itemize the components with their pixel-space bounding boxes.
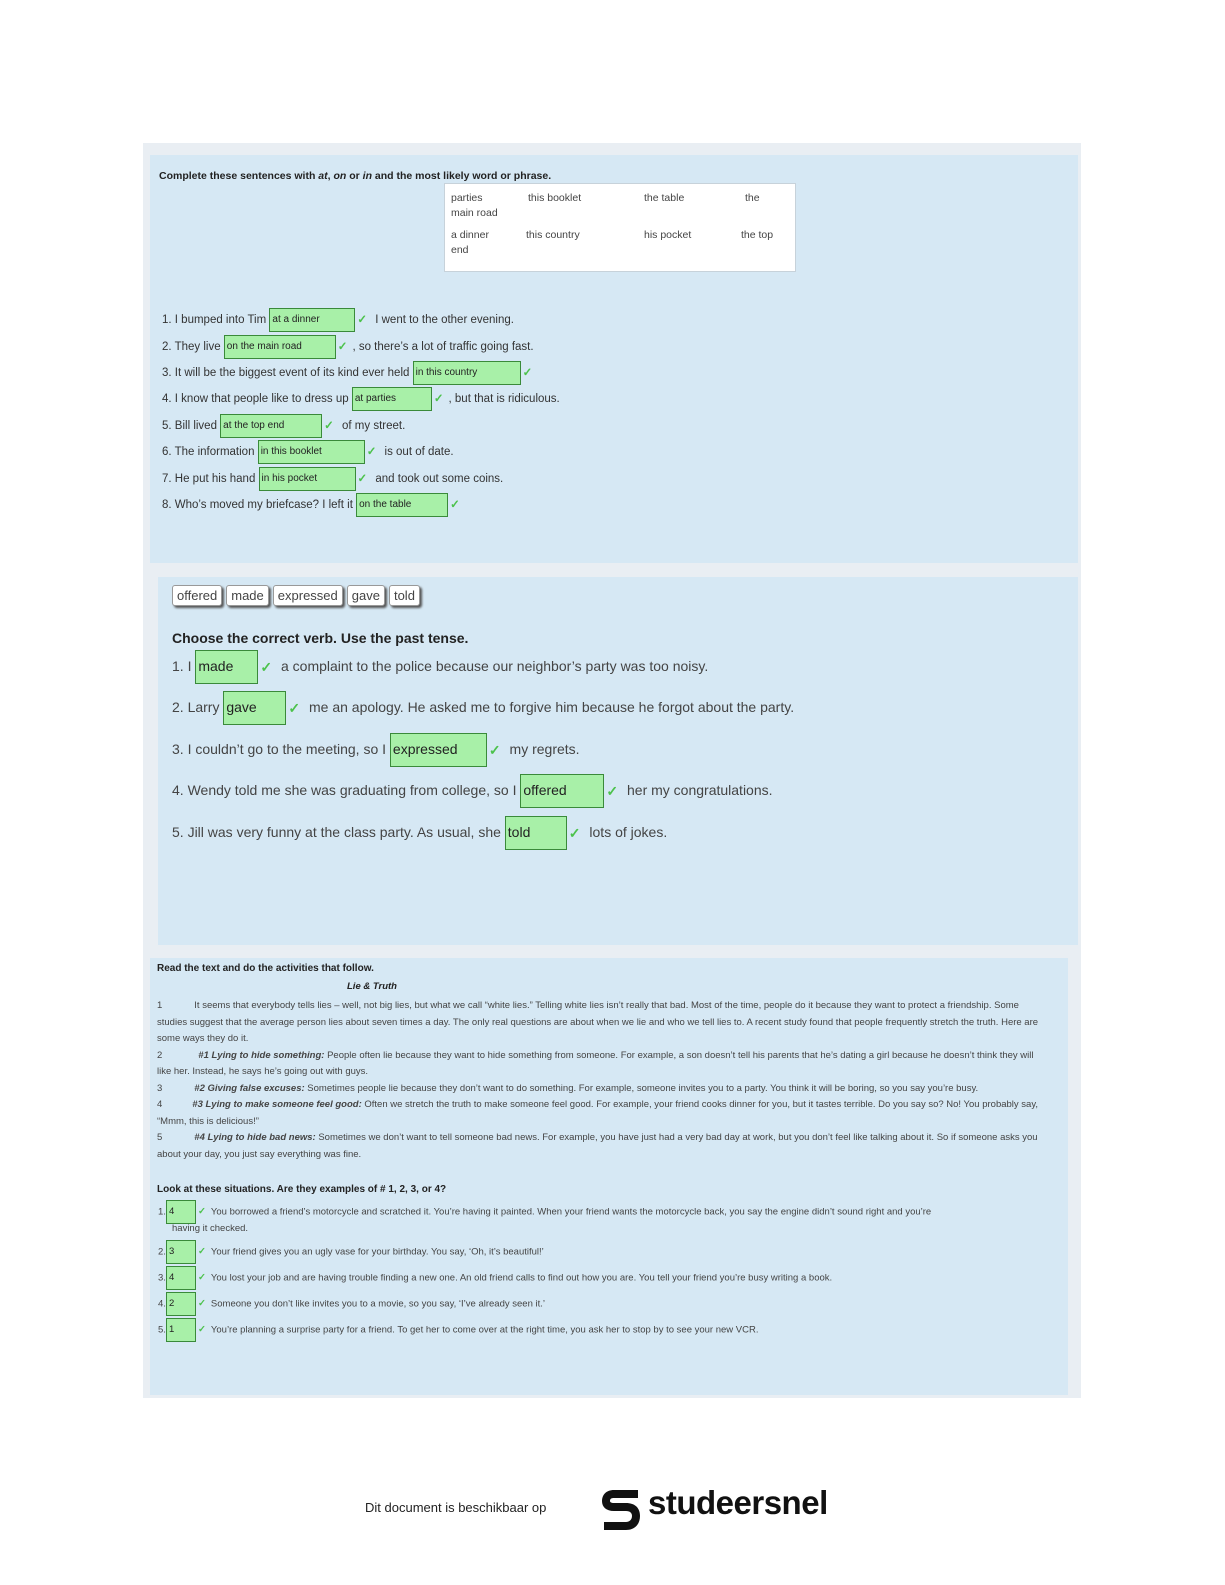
paragraph: 5 #4 Lying to hide bad news: Sometimes we don’t want to tell someone bad news. For example, you have just had a very bad day at work, but you don’t feel like talking about it. So if someone asks you about your day, you just say everything was fine. <box>157 1132 1038 1160</box>
check-icon: ✓ <box>568 825 581 842</box>
word-cell: end <box>451 244 469 256</box>
word-cell: a dinner <box>451 229 489 241</box>
answer-field[interactable]: in this country <box>413 361 521 385</box>
check-icon: ✓ <box>288 700 301 717</box>
answer-field[interactable]: gave <box>223 691 286 725</box>
answer-field[interactable]: in his pocket <box>259 467 356 491</box>
exercise-2-instruction: Choose the correct verb. Use the past tense. <box>172 630 469 646</box>
exercise-1-panel <box>150 155 1078 563</box>
answer-field[interactable]: told <box>505 816 567 850</box>
exercise-3-item: 5. 1 ✓ You’re planning a surprise party for a friend. To get her to come over at the right time, you ask her to stop by to see your new VCR. <box>158 1318 759 1342</box>
exercise-3-question: Look at these situations. Are they examples of # 1, 2, 3, or 4? <box>157 1184 447 1195</box>
check-icon: ✓ <box>197 1206 206 1217</box>
word-cell: the table <box>644 192 685 204</box>
word-cell: the <box>745 192 760 204</box>
check-icon: ✓ <box>357 473 368 485</box>
paragraph: 2 #1 Lying to hide something: People often lie because they want to hide something from someone. For example, a son doesn’t tell his parents that he’s dating a girl because he doesn’t think they will like her. Instead, he says he’s going out with guys. <box>157 1049 1034 1077</box>
answer-field[interactable]: at the top end <box>220 414 322 438</box>
exercise-2-item: 5. Jill was very funny at the class party. As usual, she told ✓ lots of jokes. <box>172 815 667 849</box>
check-icon: ✓ <box>197 1298 206 1309</box>
exercise-1-item: 2. They live on the main road ✓ , so there’s a lot of traffic going fast. <box>162 335 534 359</box>
exercise-1-instruction: Complete these sentences with at, on or in and the most likely word or phrase. <box>159 170 552 182</box>
exercise-1-item: 3. It will be the biggest event of its kind ever held in this country ✓ <box>162 361 537 385</box>
check-icon: ✓ <box>197 1324 206 1335</box>
check-icon: ✓ <box>197 1246 206 1257</box>
answer-field[interactable]: at parties <box>352 387 432 411</box>
check-icon: ✓ <box>337 341 348 353</box>
exercise-3-item: 4. 2 ✓ Someone you don’t like invites you to a movie, so you say, ‘I’ve already seen it.’ <box>158 1292 545 1316</box>
check-icon: ✓ <box>433 393 444 405</box>
exercise-1-item: 8. Who’s moved my briefcase? I left it on the table ✓ <box>162 493 465 517</box>
exercise-3-item: 2. 3 ✓ Your friend gives you an ugly vase for your birthday. You say, ‘Oh, it’s beautiful!’ <box>158 1240 544 1264</box>
exercise-2-item: 2. Larry gave ✓ me an apology. He asked me to forgive him because he forgot about the party. <box>172 690 794 724</box>
word-cell: the top <box>741 229 774 241</box>
answer-field[interactable]: on the table <box>356 493 448 517</box>
word-cell: parties <box>451 192 483 204</box>
answer-field[interactable]: made <box>195 650 258 684</box>
word-chip[interactable]: expressed <box>273 585 343 606</box>
studeersnel-logo-icon <box>598 1484 644 1534</box>
check-icon: ✓ <box>324 420 334 432</box>
answer-field[interactable]: at a dinner <box>269 308 355 332</box>
paragraph: 3 #2 Giving false excuses: Sometimes people lie because they don’t want to do something. For example, someone invites you to a party. You think it will be boring, so you say you’re busy. <box>157 1082 979 1094</box>
word-cell: this country <box>526 229 580 241</box>
answer-field[interactable]: on the main road <box>224 335 336 359</box>
reading-title: Lie & Truth <box>347 981 397 992</box>
exercise-2-panel <box>158 577 1078 945</box>
exercise-2-item: 3. I couldn’t go to the meeting, so I expressed ✓ my regrets. <box>172 732 580 766</box>
check-icon: ✓ <box>606 783 619 800</box>
word-cell: this booklet <box>528 192 582 204</box>
answer-field[interactable]: expressed <box>390 733 487 767</box>
check-icon: ✓ <box>357 314 368 326</box>
check-icon: ✓ <box>260 659 273 676</box>
exercise-3-instruction: Read the text and do the activities that follow. <box>157 963 374 974</box>
answer-field[interactable]: 3 <box>166 1240 196 1264</box>
exercise-1-item: 7. He put his hand in his pocket ✓ and took out some coins. <box>162 467 503 491</box>
word-table <box>444 183 796 272</box>
exercise-3-item: 1. 4 ✓ You borrowed a friend’s motorcycle and scratched it. You’re having it painted. When your friend wants the motorcycle back, you say the engine didn’t sound right and you’re <box>158 1200 931 1224</box>
exercise-2-item: 4. Wendy told me she was graduating from college, so I offered ✓ her my congratulations. <box>172 773 773 807</box>
word-cell: main road <box>451 207 498 219</box>
exercise-2-item: 1. I made ✓ a complaint to the police because our neighbor’s party was too noisy. <box>172 649 708 683</box>
check-icon: ✓ <box>488 742 501 759</box>
exercise-3-item-continued: having it checked. <box>172 1223 249 1234</box>
paragraph: 4 #3 Lying to make someone feel good: Often we stretch the truth to make someone feel good. For example, your friend cooks dinner for you, but it tastes terrible. Do you say so? No! You probably say, “Mmm, this is delicious!” <box>157 1099 1039 1127</box>
word-bank <box>172 585 424 606</box>
answer-field[interactable]: in this booklet <box>258 440 365 464</box>
answer-field[interactable]: 4 <box>166 1200 196 1224</box>
reading-text <box>157 998 1049 1163</box>
word-cell: his pocket <box>644 229 692 241</box>
exercise-3-item: 3. 4 ✓ You lost your job and are having trouble finding a new one. An old friend calls to find out how you are. You tell your friend you’re busy writing a book. <box>158 1266 832 1290</box>
answer-field[interactable]: 4 <box>166 1266 196 1290</box>
exercise-1-item: 4. I know that people like to dress up at parties ✓ , but that is ridiculous. <box>162 387 560 411</box>
footer-brand: studeersnel <box>648 1484 828 1521</box>
check-icon: ✓ <box>366 446 377 458</box>
check-icon: ✓ <box>450 499 460 511</box>
exercise-1-item: 1. I bumped into Tim at a dinner ✓ I went to the other evening. <box>162 308 514 332</box>
footer-text: Dit document is beschikbaar op <box>365 1500 547 1515</box>
check-icon: ✓ <box>197 1272 206 1283</box>
exercise-3-panel <box>150 958 1068 1395</box>
answer-field[interactable]: offered <box>520 774 604 808</box>
word-chip[interactable]: gave <box>347 585 385 606</box>
exercise-1-item: 5. Bill lived at the top end ✓ of my street. <box>162 414 405 438</box>
paragraph: 1 It seems that everybody tells lies – well, not big lies, but what we call “white lies.” Telling white lies isn’t really that bad. Most of the time, people do it because they want to protect a friendship. Some studies suggest that the average person lies about seven times a day. The only real questions are about when we lie and who we tell lies to. A recent study found that people frequently stretch the truth. Here are some ways they do it. <box>157 1000 1039 1044</box>
word-chip[interactable]: told <box>389 585 420 606</box>
answer-field[interactable]: 2 <box>166 1292 196 1316</box>
exercise-1-item: 6. The information in this booklet ✓ is out of date. <box>162 440 454 464</box>
check-icon: ✓ <box>522 367 533 379</box>
word-chip[interactable]: offered <box>172 585 222 606</box>
answer-field[interactable]: 1 <box>166 1318 196 1342</box>
word-chip[interactable]: made <box>226 585 269 606</box>
